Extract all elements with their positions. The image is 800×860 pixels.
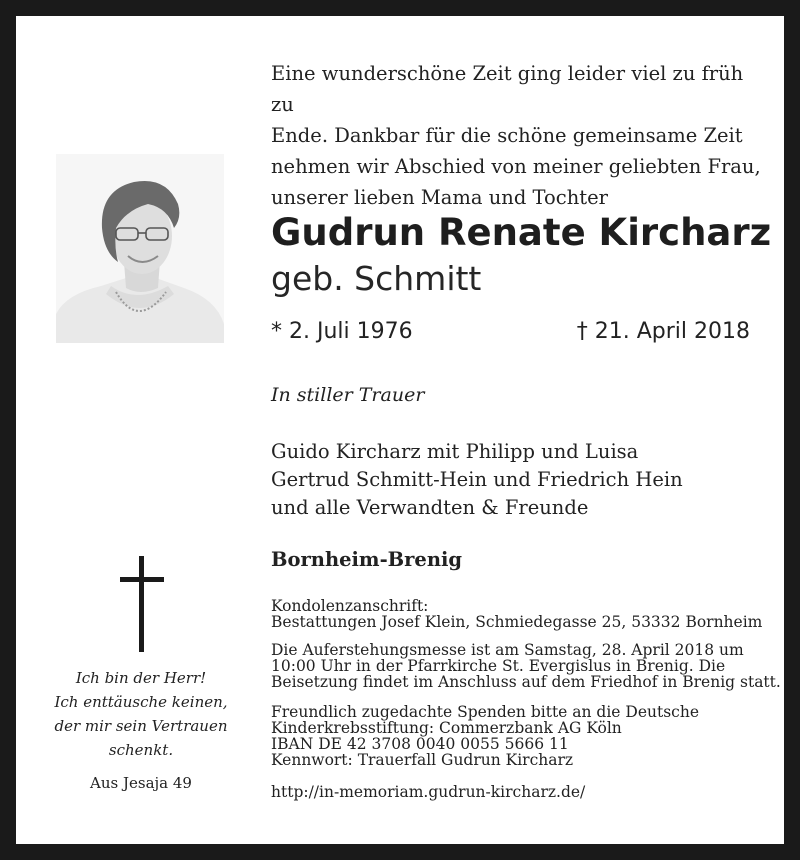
quote-line: Ich enttäusche keinen, xyxy=(54,693,228,711)
donation-line: Kennwort: Trauerfall Gudrun Kircharz xyxy=(271,751,574,769)
service-line: Die Auferstehungsmesse ist am Samstag, 28. April 2018 um xyxy=(271,641,744,659)
memorial-url[interactable]: http://in-memoriam.gudrun-kircharz.de/ xyxy=(271,783,586,801)
donation-line: IBAN DE 42 3708 0040 0055 5666 11 xyxy=(271,735,569,753)
deceased-name: Gudrun Renate Kircharz xyxy=(271,211,772,254)
mourner-line: Gertrud Schmitt-Hein und Friedrich Hein xyxy=(271,468,683,491)
place-name: Bornheim-Brenig xyxy=(271,548,463,571)
donation-line: Freundlich zugedachte Spenden bitte an die Deutsche xyxy=(271,703,699,721)
intro-text xyxy=(271,58,771,213)
intro-line: nehmen wir Abschied von meiner geliebten Frau, xyxy=(271,155,761,178)
mourner-line: Guido Kircharz mit Philipp und Luisa xyxy=(271,440,639,463)
quote-line: Ich bin der Herr! xyxy=(75,669,207,687)
donation-line: Kinderkrebsstiftung: Commerzbank AG Köln xyxy=(271,719,622,737)
quote-source: Aus Jesaja 49 xyxy=(90,774,192,792)
service-line: Beisetzung findet im Anschluss auf dem Friedhof in Brenig statt. xyxy=(271,673,781,691)
mourning-label: In stiller Trauer xyxy=(271,384,425,406)
cross-icon xyxy=(120,556,164,652)
condolence-line: Kondolenzanschrift: xyxy=(271,597,429,615)
quote-line: schenkt. xyxy=(108,741,174,759)
service-line: 10:00 Uhr in der Pfarrkirche St. Evergislus in Brenig. Die xyxy=(271,657,726,675)
intro-line: Ende. Dankbar für die schöne gemeinsame Zeit xyxy=(271,124,743,147)
portrait-illustration xyxy=(56,154,224,343)
donation-info xyxy=(271,704,771,768)
obituary-card xyxy=(16,16,784,844)
mourner-line: und alle Verwandten & Freunde xyxy=(271,496,589,519)
bible-quote xyxy=(46,666,236,762)
condolence-line: Bestattungen Josef Klein, Schmiedegasse 25, 53332 Bornheim xyxy=(271,613,763,631)
birth-date: * 2. Juli 1976 xyxy=(271,319,413,344)
intro-line: Eine wunderschöne Zeit ging leider viel zu früh zu xyxy=(271,62,744,116)
intro-line: unserer lieben Mama und Tochter xyxy=(271,186,608,209)
condolence-address xyxy=(271,598,771,630)
service-info xyxy=(271,641,781,691)
mourners-list xyxy=(271,438,771,522)
quote-line: der mir sein Vertrauen xyxy=(54,717,228,735)
portrait-photo xyxy=(56,154,224,343)
death-date: † 21. April 2018 xyxy=(576,319,750,344)
maiden-name: geb. Schmitt xyxy=(271,259,482,298)
